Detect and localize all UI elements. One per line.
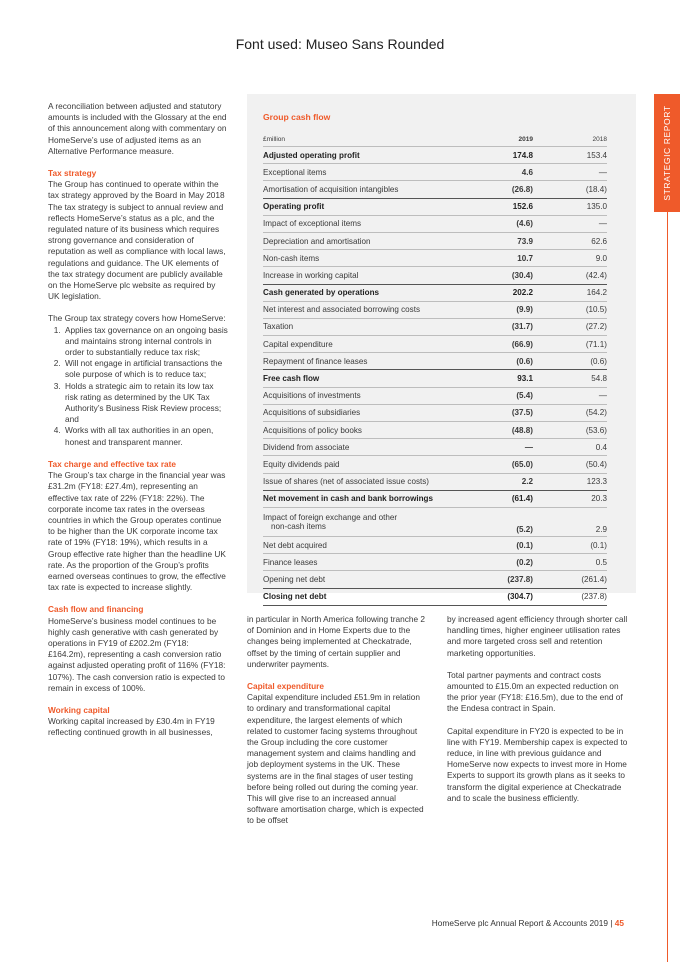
table-row xyxy=(263,318,607,335)
value-2018: — xyxy=(541,164,607,181)
row-label: Closing net debt xyxy=(263,588,475,605)
row-label: Equity dividends paid xyxy=(263,456,475,473)
row-label: Net movement in cash and bank borrowings xyxy=(263,490,475,507)
value-2019: (9.9) xyxy=(475,301,541,318)
section-tab xyxy=(654,94,680,212)
row-label: Acquisitions of investments xyxy=(263,387,475,404)
table-row xyxy=(263,507,607,536)
table-row xyxy=(263,147,607,164)
tax-strategy-heading: Tax strategy xyxy=(48,168,97,179)
value-2018: (54.2) xyxy=(541,404,607,421)
row-label: Repayment of finance leases xyxy=(263,353,475,370)
row-label: Depreciation and amortisation xyxy=(263,232,475,249)
row-label: Opening net debt xyxy=(263,571,475,588)
value-2019: 174.8 xyxy=(475,147,541,164)
value-2019: (5.4) xyxy=(475,387,541,404)
value-2019: (0.1) xyxy=(475,536,541,553)
table-header-row xyxy=(263,132,607,147)
row-label: Acquisitions of policy books xyxy=(263,422,475,439)
row-label-line-1: Impact of foreign exchange and other xyxy=(263,512,398,522)
value-2018: (261.4) xyxy=(541,571,607,588)
tax-strategy-list xyxy=(48,325,228,448)
value-2019: (0.6) xyxy=(475,353,541,370)
value-2018: (10.5) xyxy=(541,301,607,318)
row-label: Net debt acquired xyxy=(263,536,475,553)
value-2019: (5.2) xyxy=(475,507,541,536)
cash-flow-table xyxy=(263,132,607,606)
side-rule xyxy=(667,212,668,962)
value-2019: (66.9) xyxy=(475,336,541,353)
value-2018: (27.2) xyxy=(541,318,607,335)
table-row xyxy=(263,588,607,605)
row-label: Increase in working capital xyxy=(263,267,475,284)
row-label: Amortisation of acquisition intangibles xyxy=(263,181,475,198)
group-cash-flow-panel xyxy=(247,94,636,602)
row-label-line-2: non-cash items xyxy=(271,521,326,531)
list-item: 4. Works with all tax authorities in an open, honest and transparent manner. xyxy=(63,425,228,447)
row-label: Free cash flow xyxy=(263,370,475,387)
tax-charge-paragraph: The Group’s tax charge in the financial year was £31.2m (FY18: £27.4m), representing an effective tax rate of 22% (FY18: 22%). The corporate income tax rates in the overseas countries in which the Group operates continue to be higher than the UK corporate income tax rate of 19% (FY18: 19%), which results in a Group effective rate higher than the headline UK rate. As the proportion of the Group’s profits earned overseas continues to grow, the effective tax rate is expected to increase slightly. xyxy=(48,470,226,593)
table-row xyxy=(263,250,607,267)
page-header-title: Font used: Museo Sans Rounded xyxy=(235,36,445,52)
value-2018: 164.2 xyxy=(541,284,607,301)
working-capital-continued: in particular in North America following tranche 2 of Dominion and in Home Experts due to the changes being implemented at Checkatrade, offset by the timing of certain supplier and underwriter payments. xyxy=(247,614,426,669)
intro-paragraph: A reconciliation between adjusted and statutory amounts is included with the Glossary at the end of this announcement along with commentary on HomeServe’s use of adjusted items as an Alternative Performance measure. xyxy=(48,101,227,156)
table-row xyxy=(263,387,607,404)
row-label: Exceptional items xyxy=(263,164,475,181)
row-label: Impact of exceptional items xyxy=(263,215,475,232)
value-2019: (65.0) xyxy=(475,456,541,473)
value-2019: (30.4) xyxy=(475,267,541,284)
value-2019: 4.6 xyxy=(475,164,541,181)
page-number: 45 xyxy=(614,918,624,928)
middle-column xyxy=(247,614,429,838)
row-label: Taxation xyxy=(263,318,475,335)
value-2019: (26.8) xyxy=(475,181,541,198)
right-column xyxy=(447,614,629,815)
value-2018: 9.0 xyxy=(541,250,607,267)
cash-flow-heading: Cash flow and financing xyxy=(48,604,144,615)
capex-heading: Capital expenditure xyxy=(247,681,324,692)
value-2019: 152.6 xyxy=(475,198,541,215)
row-label: Non-cash items xyxy=(263,250,475,267)
value-2018: 0.5 xyxy=(541,554,607,571)
table-row xyxy=(263,473,607,490)
value-2019: (304.7) xyxy=(475,588,541,605)
year-2018-header: 2018 xyxy=(541,132,607,147)
value-2018: — xyxy=(541,387,607,404)
value-2019: 10.7 xyxy=(475,250,541,267)
value-2018: (53.6) xyxy=(541,422,607,439)
table-row xyxy=(263,404,607,421)
value-2019: 93.1 xyxy=(475,370,541,387)
value-2018: (237.8) xyxy=(541,588,607,605)
value-2019: (48.8) xyxy=(475,422,541,439)
section-tab-label: STRATEGIC REPORT xyxy=(662,105,672,201)
value-2019: (237.8) xyxy=(475,571,541,588)
value-2018: 2.9 xyxy=(541,507,607,536)
value-2018: 153.4 xyxy=(541,147,607,164)
table-row xyxy=(263,439,607,456)
table-row xyxy=(263,198,607,215)
fy20-capex-paragraph: Capital expenditure in FY20 is expected to be in line with FY19. Membership capex is expected to reduce, in line with previous guidance and HomeServe now expects to invest more in Home Experts to support its growth plans as it seeks to transform the digital experience at Checkatrade and to scale the business efficiently. xyxy=(447,725,628,803)
value-2018: 123.3 xyxy=(541,473,607,490)
row-label: Dividend from associate xyxy=(263,439,475,456)
unit-header: £million xyxy=(263,132,475,147)
value-2019: (37.5) xyxy=(475,404,541,421)
table-row xyxy=(263,536,607,553)
value-2019: — xyxy=(475,439,541,456)
working-capital-heading: Working capital xyxy=(48,704,110,715)
table-row xyxy=(263,232,607,249)
value-2018: (42.4) xyxy=(541,267,607,284)
cash-flow-table-title: Group cash flow xyxy=(263,112,331,122)
value-2018: 62.6 xyxy=(541,232,607,249)
page-footer xyxy=(432,918,624,928)
table-row xyxy=(263,422,607,439)
value-2019: 73.9 xyxy=(475,232,541,249)
value-2018: 135.0 xyxy=(541,198,607,215)
table-row xyxy=(263,164,607,181)
value-2018: 54.8 xyxy=(541,370,607,387)
list-item: 1. Applies tax governance on an ongoing basis and maintains strong internal controls in order to substantially reduce tax risk; xyxy=(63,325,228,359)
table-row xyxy=(263,181,607,198)
row-label: Net interest and associated borrowing costs xyxy=(263,301,475,318)
partner-payments-paragraph: Total partner payments and contract costs amounted to £15.0m an expected reduction on the prior year (FY18: £16.5m), due to the end of the Endesa contract in Spain. xyxy=(447,669,623,714)
row-label: Adjusted operating profit xyxy=(263,147,475,164)
cash-flow-paragraph: HomeServe’s business model continues to be highly cash generative with cash generated by operations in FY19 of £202.2m (FY18: £164.2m), representing a cash conversion ratio against adjusted operating profit of 116% (FY18: 107%). The cash conversion ratio is expected to remain in excess of 100%. xyxy=(48,615,226,693)
row-label xyxy=(263,507,475,536)
value-2019: (61.4) xyxy=(475,490,541,507)
value-2019: 2.2 xyxy=(475,473,541,490)
table-row xyxy=(263,215,607,232)
row-label: Capital expenditure xyxy=(263,336,475,353)
value-2018: 20.3 xyxy=(541,490,607,507)
list-item: 2. Will not engage in artificial transactions the sole purpose of which is to reduce tax; xyxy=(63,358,228,380)
value-2018: (0.6) xyxy=(541,353,607,370)
year-2019-header: 2019 xyxy=(475,132,541,147)
table-row xyxy=(263,336,607,353)
value-2019: (31.7) xyxy=(475,318,541,335)
table-row xyxy=(263,301,607,318)
value-2018: (18.4) xyxy=(541,181,607,198)
table-row xyxy=(263,554,607,571)
value-2019: 202.2 xyxy=(475,284,541,301)
table-row xyxy=(263,353,607,370)
footer-text: HomeServe plc Annual Report & Accounts 2019 | xyxy=(431,918,613,928)
table-row xyxy=(263,370,607,387)
tax-charge-heading: Tax charge and effective tax rate xyxy=(48,458,177,469)
row-label: Issue of shares (net of associated issue costs) xyxy=(263,473,475,490)
value-2018: — xyxy=(541,215,607,232)
value-2018: (50.4) xyxy=(541,456,607,473)
working-capital-paragraph: Working capital increased by £30.4m in FY19 reflecting continued growth in all businesses, xyxy=(48,716,215,738)
value-2018: 0.4 xyxy=(541,439,607,456)
value-2018: (0.1) xyxy=(541,536,607,553)
table-row xyxy=(263,571,607,588)
table-row xyxy=(263,490,607,507)
table-row xyxy=(263,456,607,473)
list-item: 3. Holds a strategic aim to retain its low tax risk rating as determined by the UK Tax Authority’s Business Risk Review process; and xyxy=(63,381,228,426)
table-row xyxy=(263,267,607,284)
row-label: Cash generated by operations xyxy=(263,284,475,301)
row-label: Finance leases xyxy=(263,554,475,571)
left-column xyxy=(48,101,228,750)
capex-paragraph: Capital expenditure included £51.9m in relation to ordinary and transformational capital expenditure, the largest elements of which related to customer facing systems throughout the Group including the core customer management system and claims handling and job deployment systems in the UK. These systems are in the final stages of user testing before being rolled out during the coming year. This will give rise to an increased annual software amortisation charge, which is expected to be offset xyxy=(247,692,424,826)
table-row xyxy=(263,284,607,301)
value-2019: (4.6) xyxy=(475,215,541,232)
row-label: Operating profit xyxy=(263,198,475,215)
tax-strategy-paragraph-2: The Group tax strategy covers how HomeServe: xyxy=(48,313,226,324)
row-label: Acquisitions of subsidiaries xyxy=(263,404,475,421)
tax-strategy-paragraph: The Group has continued to operate within the tax strategy approved by the Board in May 2018 The tax strategy is subject to annual review and reflects HomeServe’s status as a plc, and the regulated nature of its business which requires strong governance and consideration of reputation as well as compliance with local laws, regulations and guidance. The UK elements of the tax strategy document are publicly available on the HomeServe plc website as required by UK legislation. xyxy=(48,179,226,302)
value-2018: (71.1) xyxy=(541,336,607,353)
capex-continued: by increased agent efficiency through shorter call handling times, higher engineer utilisation rates and more targeted cross sell and retention marketing opportunities. xyxy=(447,614,628,658)
value-2019: (0.2) xyxy=(475,554,541,571)
